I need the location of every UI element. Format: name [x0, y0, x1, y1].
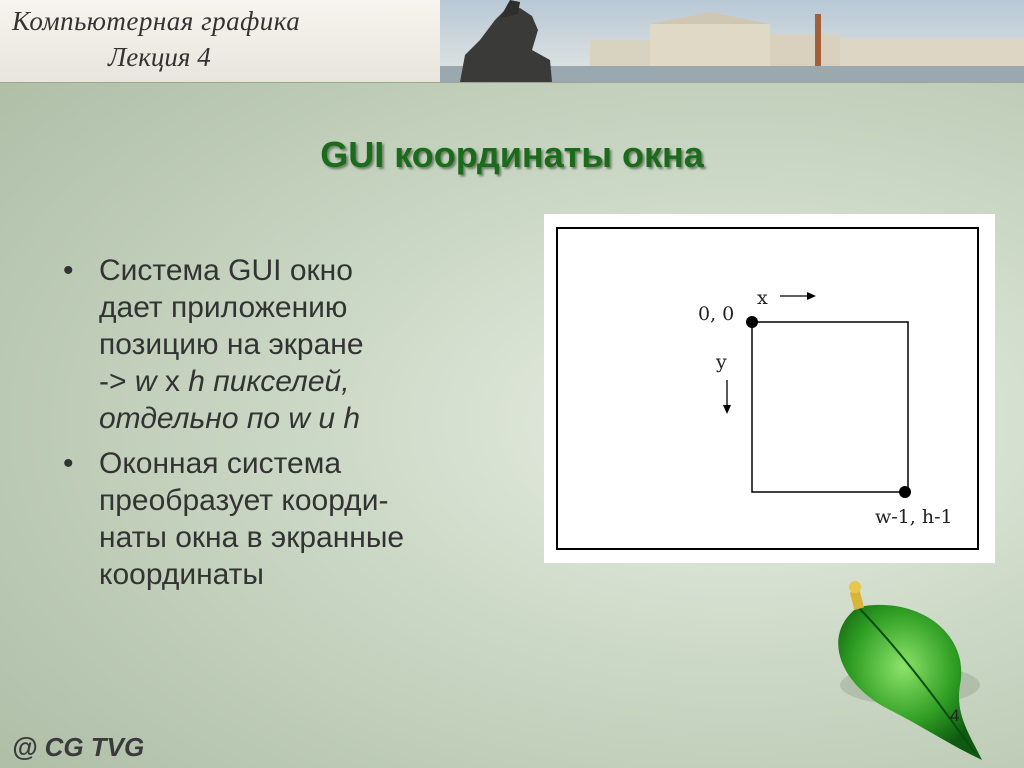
x-arrow-head: [807, 292, 816, 300]
bullet-line: Оконная система: [99, 447, 342, 480]
times-sign: x: [156, 365, 189, 398]
corner-label: w-1, h-1: [875, 506, 953, 528]
origin-label: 0, 0: [698, 303, 735, 325]
green-leaf-decoration: [800, 575, 1024, 768]
bullet-item: [55, 252, 525, 437]
pixels-text: h пикселей,: [188, 365, 350, 398]
footer-credit: @ CG TVG: [12, 732, 145, 762]
bullet-list: [55, 252, 525, 601]
course-title: Компьютерная графика: [12, 6, 301, 36]
screen-frame: [557, 228, 978, 549]
window-coordinates-diagram: [544, 214, 995, 563]
window-rect: [752, 322, 908, 492]
arrow-text: ->: [99, 365, 135, 398]
diagram-svg: [544, 214, 995, 563]
corner-point: [899, 486, 911, 498]
bullet-line: наты окна в экранные: [99, 521, 405, 554]
origin-point: [746, 316, 758, 328]
bullet-marker: •: [63, 254, 74, 287]
slide-header: [0, 0, 1024, 83]
lecture-label: Лекция 4: [108, 42, 211, 72]
page-number: 4: [950, 706, 960, 725]
x-axis-label: x: [757, 287, 768, 309]
bullet-line: позицию на экране: [99, 328, 364, 361]
bullet-line: преобразует коорди-: [99, 484, 389, 517]
bullet-line: Система GUI окно: [99, 254, 353, 287]
bullet-line: отдельно по w и h: [99, 402, 361, 435]
bullet-marker: •: [63, 447, 74, 480]
header-city-photo: [440, 0, 1024, 82]
bullet-line: [99, 363, 525, 400]
bullet-item: [55, 445, 525, 593]
slide-title: GUI координаты окна: [320, 134, 704, 175]
w-var: w: [134, 365, 157, 398]
y-arrow-head: [723, 405, 731, 414]
bullet-line: дает приложению: [99, 291, 348, 324]
y-axis-label: y: [716, 351, 727, 373]
bullet-line: координаты: [99, 558, 264, 591]
